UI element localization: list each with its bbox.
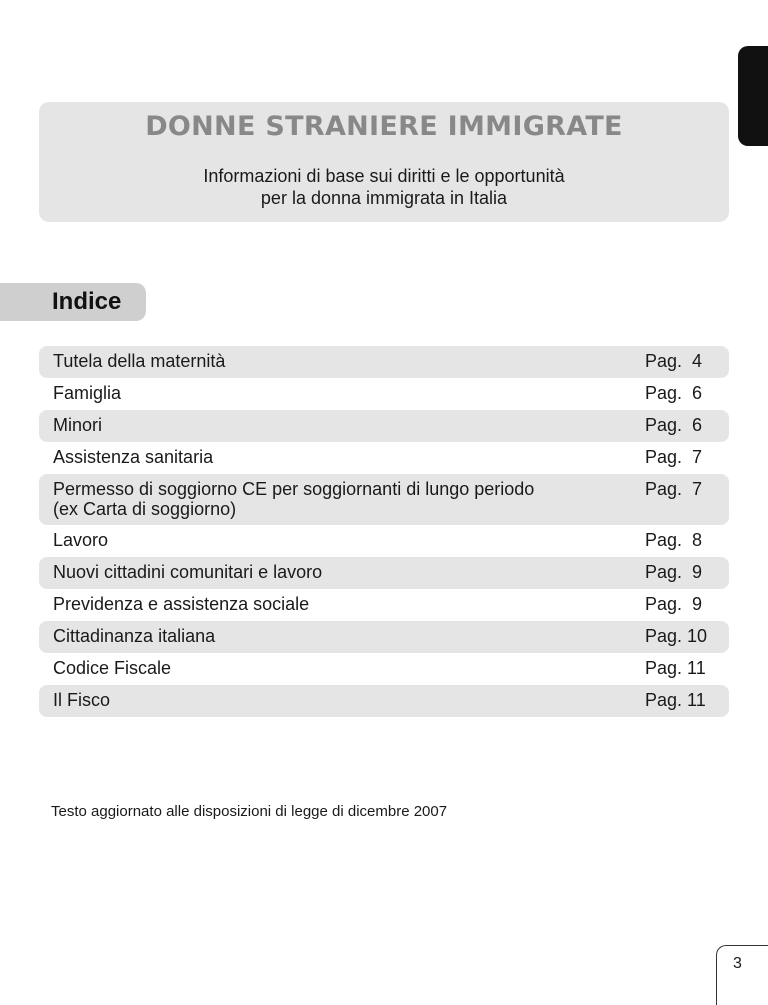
subtitle-line-2: per la donna immigrata in Italia [260, 188, 508, 208]
toc-entry-page: Pag. 4 [645, 351, 703, 371]
toc-entry-page: Pag. 6 [645, 415, 703, 435]
page-number-frame [716, 945, 768, 1005]
toc-entry-title-line-2: (ex Carta di soggiorno) [53, 499, 237, 519]
table-of-contents [39, 346, 729, 717]
toc-entry-title: Tutela della maternità [53, 351, 226, 371]
toc-row[interactable] [39, 685, 729, 717]
toc-entry-title: Assistenza sanitaria [53, 447, 214, 467]
page-title: DONNE STRANIERE IMMIGRATE [145, 111, 623, 142]
toc-entry-title: Cittadinanza italiana [53, 626, 216, 646]
toc-entry-title-line-1: Permesso di soggiorno CE per soggiornanti di lungo periodo [53, 479, 535, 499]
toc-row[interactable] [39, 474, 729, 525]
toc-row[interactable] [39, 621, 729, 653]
toc-entry-page: Pag. 8 [645, 530, 703, 550]
index-heading: Indice [0, 283, 146, 321]
toc-entry-title: Nuovi cittadini comunitari e lavoro [53, 562, 323, 582]
toc-row[interactable] [39, 346, 729, 378]
toc-row[interactable] [39, 525, 729, 557]
toc-row[interactable] [39, 378, 729, 410]
toc-entry-page: Pag. 6 [645, 383, 703, 403]
toc-entry-page: Pag. 7 [645, 447, 703, 467]
toc-row[interactable] [39, 589, 729, 621]
toc-entry-title: Il Fisco [53, 690, 111, 710]
toc-entry-page: Pag. 11 [645, 658, 706, 678]
section-tab-marker [738, 46, 768, 146]
title-box [39, 102, 729, 222]
toc-entry-title: Codice Fiscale [53, 658, 172, 678]
toc-entry-page: Pag. 9 [645, 562, 703, 582]
subtitle-line-1: Informazioni di base sui diritti e le opportunità [203, 166, 565, 186]
toc-entry-title: Minori [53, 415, 103, 435]
toc-row[interactable] [39, 442, 729, 474]
toc-entry-title: Lavoro [53, 530, 109, 550]
toc-row[interactable] [39, 557, 729, 589]
toc-entry-title: Previdenza e assistenza sociale [53, 594, 310, 614]
toc-row[interactable] [39, 653, 729, 685]
toc-row[interactable] [39, 410, 729, 442]
page-subtitle [39, 165, 729, 209]
toc-entry-page: Pag. 10 [645, 626, 708, 646]
toc-entry-title [53, 479, 613, 519]
page-number: 3 [733, 955, 742, 972]
footer-note: Testo aggiornato alle disposizioni di legge di dicembre 2007 [51, 803, 448, 820]
toc-entry-page: Pag. 9 [645, 594, 703, 614]
toc-entry-page: Pag. 7 [645, 479, 703, 499]
toc-entry-title: Famiglia [53, 383, 122, 403]
toc-entry-page: Pag. 11 [645, 690, 706, 710]
